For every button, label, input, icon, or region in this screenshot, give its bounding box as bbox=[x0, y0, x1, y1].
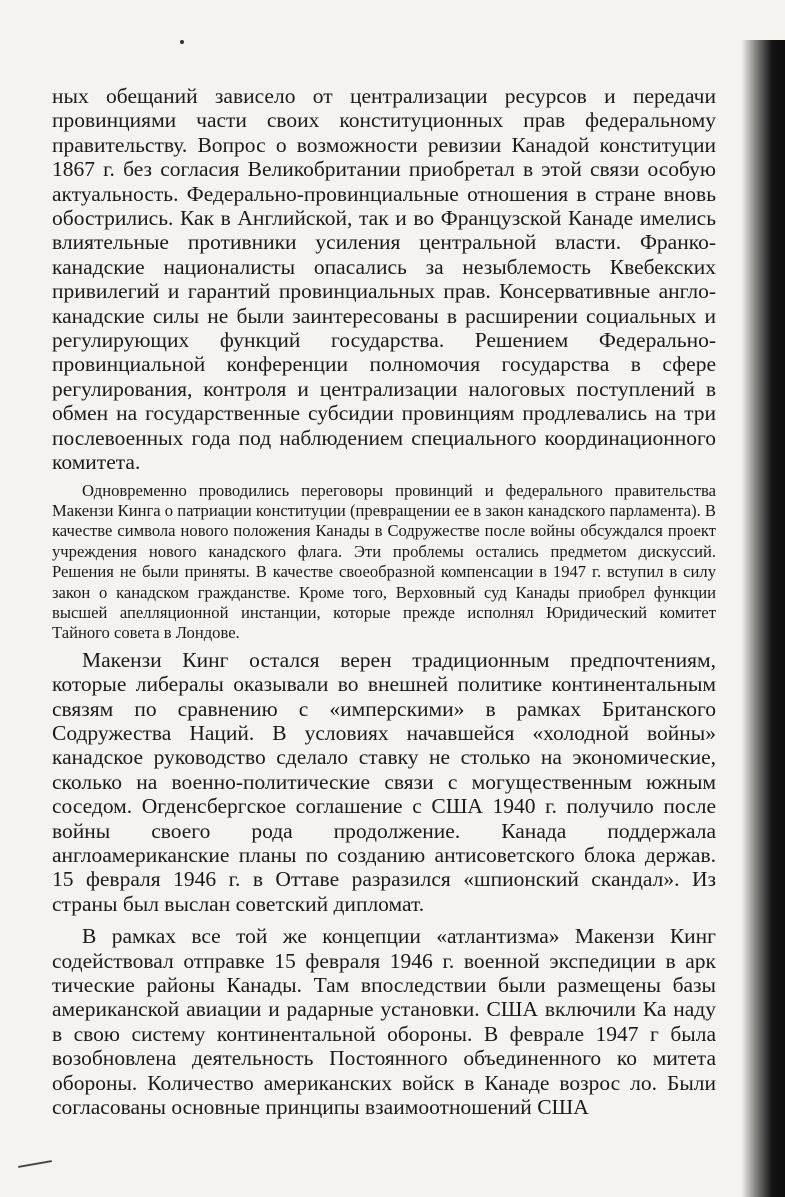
scan-speck bbox=[180, 40, 184, 44]
paragraph-atlanticism: В рамках все той же концепции «атлантизма» Макензи Кинг содействовал отправке 15 февраля 1946 г. военной экспедиции в арк тические районы Канады. Там впоследствии были размещены базы американской авиации и радарные установки. США включили Ка наду в свою систему континентальной обороны. В феврале 1947 г была возобновлена деятельность Постоянного объединенного ко митета обороны. Количество американских войск в Канаде возрос ло. Были согласованы основные принципы взаимоотношений США bbox=[52, 924, 716, 1120]
note-paragraph-patriation: Одновременно проводились переговоры провинций и федерального правительства Макензи Кинга о патриации конституции (превращении ее в закон канадского парламента). В качестве символа нового положения Канады в Содружестве после войны обсуждался проект учреждения нового канадского флага. Эти проблемы остались предметом дискуссий. Решения не были приняты. В качестве своеобразной компенсации в 1947 г. вступил в силу закон о канадском гражданстве. Кроме того, Верховный суд Канады приобрел функции высшей апелляционной инстанции, которые прежде исполнял Юридический комитет Тайного совета в Лондове. bbox=[52, 480, 716, 643]
scan-shadow-edge bbox=[741, 40, 785, 1197]
scan-mark bbox=[18, 1160, 52, 1168]
paragraph-centralization: ных обещаний зависело от централизации ресурсов и передачи провинциями части своих конституционных прав федеральному правительству. Вопрос о возможности ревизии Канадой конституции 1867 г. без согласия Великобритании приобретал в этой связи особую актуальность. Федерально-провинциальные отношения в стране вновь обострились. Как в Английской, так и во Французской Канаде имелись влиятельные противники усиления центральной власти. Франко-канадские националисты опасались за незыблемость Квебекских привилегий и гарантий провинциальных прав. Консервативные англо-канадские силы не были заинтересованы в расширении социальных и регулирующих функций государства. Решением Федерально-провинциальной конференции полномочия государства в сфере регулирования, контроля и централизации налоговых поступлений в обмен на государственные субсидии провинциям продлевались на три послевоенных года под наблюдением специального координационного комитета. bbox=[52, 84, 716, 475]
page-text-body bbox=[52, 84, 716, 1119]
paragraph-gap bbox=[52, 916, 716, 924]
paragraph-foreign-policy: Макензи Кинг остался верен традиционным предпочтениям, которые либералы оказывали во внешней политике континентальным связям по сравнению с «имперскими» в рамках Британского Содружества Наций. В условиях начавшейся «холодной войны» канадское руководство сделало ставку не столько на экономические, сколько на военно-политические связи с могущественным южным соседом. Огденсбергское соглашение с США 1940 г. получило после войны своего рода продолжение. Канада поддержала англоамериканские планы по созданию антисоветского блока держав. 15 февраля 1946 г. в Оттаве разразился «шпионский скандал». Из страны был выслан советский дипломат. bbox=[52, 647, 716, 916]
